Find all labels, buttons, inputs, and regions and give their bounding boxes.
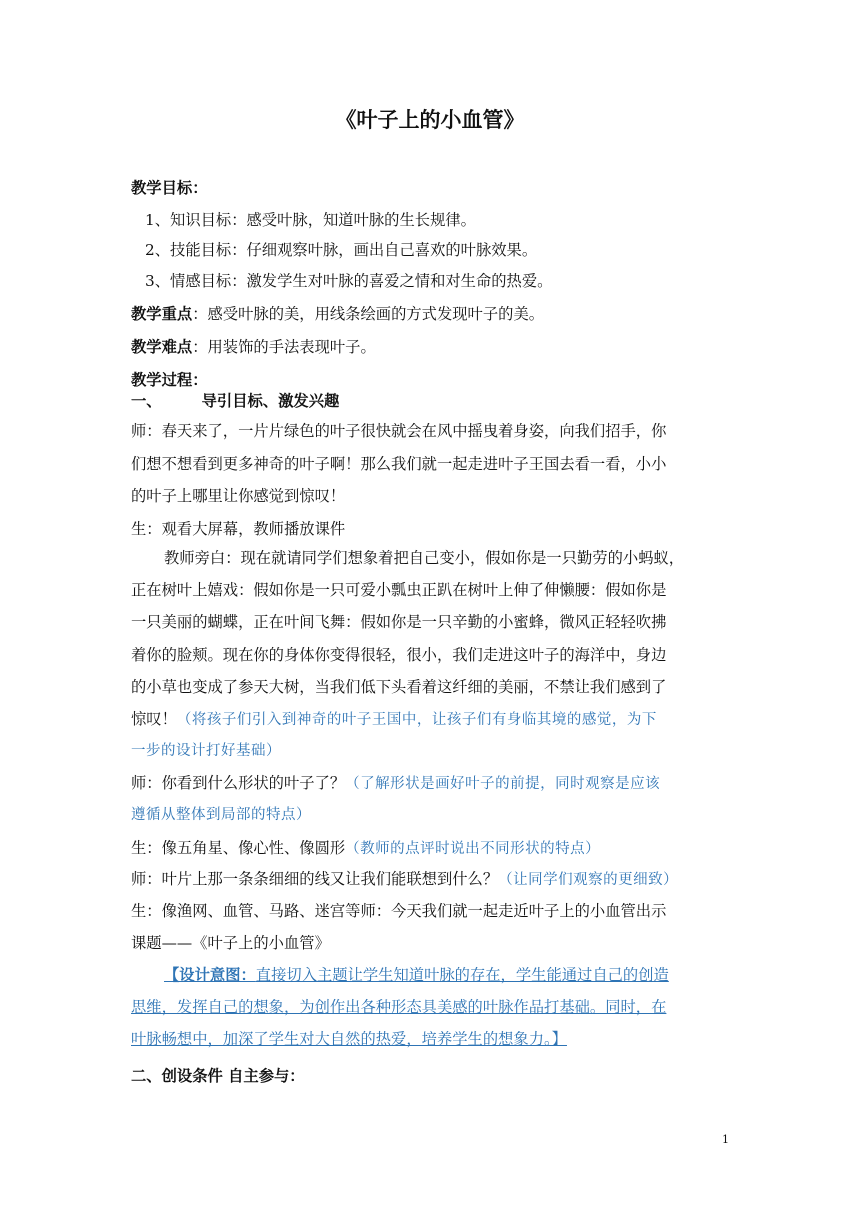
document-title: 《叶子上的小血管》: [335, 108, 525, 132]
design-intent-line-3: 叶脉畅想中，加深了学生对大自然的热爱，培养学生的想象力。】: [131, 1030, 567, 1048]
paragraph-5: [131, 838, 731, 859]
paragraph-7-line-2: 课题——《叶子上的小血管》: [131, 934, 330, 952]
teaching-note-2: （了解形状是画好叶子的前提，同时观察是应该: [345, 776, 661, 792]
process-heading: 教学过程：: [131, 371, 208, 389]
design-intent-line-1: [164, 965, 764, 985]
teaching-note-1: （将孩子们引入到神奇的叶子王国中，让孩子们有身临其境的感觉，为下: [176, 712, 657, 728]
section-1-heading: [131, 391, 731, 411]
teaching-note-2-cont: 遵循从整体到局部的特点）: [131, 807, 311, 823]
difficult-point-text: ：用装饰的手法表现叶子。: [192, 338, 376, 356]
teaching-note-3: （教师的点评时说出不同形状的特点）: [345, 841, 601, 857]
design-intent-text-1: 直接切入主题让学生知道叶脉的存在，学生能通过自己的创造: [255, 966, 669, 984]
paragraph-4-line-1: [131, 773, 731, 794]
difficult-point: [131, 337, 731, 357]
key-point-text: ：感受叶脉的美，用线条绘画的方式发现叶子的美。: [192, 305, 545, 323]
exclaim-text: 惊叹！: [131, 710, 177, 728]
paragraph-3-line-5: 的小草也变成了参天大树，当我们低下头看着这纤细的美丽，不禁让我们感到了: [131, 678, 667, 696]
page-number: 1: [722, 1133, 729, 1146]
objective-skill: 2、技能目标：仔细观察叶脉，画出自己喜欢的叶脉效果。: [145, 241, 538, 259]
paragraph-1-line-3: 的叶子上哪里让你感觉到惊叹！: [131, 487, 346, 505]
teaching-note-1-cont: 一步的设计打好基础）: [131, 743, 281, 759]
objective-knowledge: 1、知识目标：感受叶脉，知道叶脉的生长规律。: [145, 211, 476, 229]
paragraph-1-line-1: 师：春天来了，一片片绿色的叶子很快就会在风中摇曳着身姿，向我们招手，你: [131, 422, 667, 440]
key-point: [131, 304, 731, 324]
objectives-heading: 教学目标：: [131, 179, 208, 197]
teaching-note-4: （让同学们观察的更细致）: [498, 872, 679, 888]
section-1-title: 导引目标、激发兴趣: [201, 392, 340, 410]
teacher-question-2: 师：叶片上那一条条细细的线又让我们能联想到什么？: [131, 870, 499, 888]
design-intent-line-2: 思维，发挥自己的想象，为创作出各种形态具美感的叶脉作品打基础。同时，在: [131, 998, 667, 1016]
paragraph-1-line-2: 们想不想看到更多神奇的叶子啊！那么我们就一起走进叶子王国去看一看，小小: [131, 455, 667, 473]
student-answer: 生：像五角星、像心性、像圆形: [131, 839, 346, 857]
teacher-question: 师：你看到什么形状的叶子了？: [131, 774, 346, 792]
section-2-heading: 二、创设条件 自主参与：: [131, 1067, 305, 1085]
design-intent-label: 【设计意图：: [164, 966, 256, 984]
difficult-point-label: 教学难点: [131, 338, 193, 356]
paragraph-3-line-6: [131, 709, 731, 730]
paragraph-3-line-2: 正在树叶上嬉戏：假如你是一只可爱小瓢虫正趴在树叶上伸了伸懒腰：假如你是: [131, 581, 667, 599]
key-point-label: 教学重点: [131, 305, 193, 323]
paragraph-2: 生：观看大屏幕，教师播放课件: [131, 520, 346, 538]
objective-emotion: 3、情感目标：激发学生对叶脉的喜爱之情和对生命的热爱。: [145, 272, 553, 290]
paragraph-3-line-3: 一只美丽的蝴蝶，正在叶间飞舞：假如你是一只辛勤的小蜜蜂，微风正轻轻吹拂: [131, 613, 667, 631]
paragraph-7-line-1: 生：像渔网、血管、马路、迷宫等师：今天我们就一起走近叶子上的小血管出示: [131, 902, 667, 920]
paragraph-3-line-4: 着你的脸颊。现在你的身体你变得很轻，很小，我们走进这叶子的海洋中，身边: [131, 646, 667, 664]
section-1-number: 一、: [131, 392, 162, 410]
paragraph-3-line-1: 教师旁白：现在就请同学们想象着把自己变小，假如你是一只勤劳的小蚂蚁，: [164, 549, 685, 567]
paragraph-6: [131, 869, 731, 890]
